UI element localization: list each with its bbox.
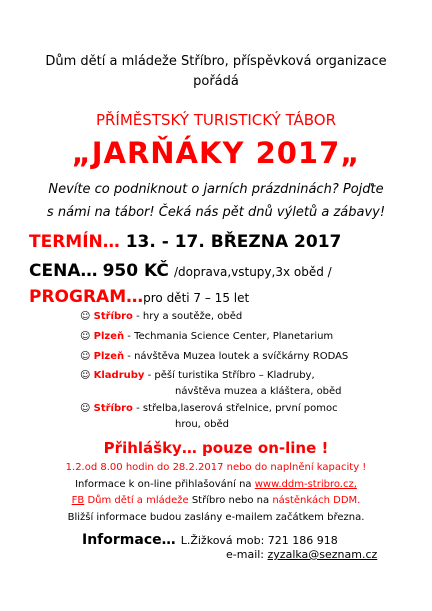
smiley-icon: ☺ — [80, 311, 91, 322]
event-subtitle-text: PŘÍMĚSTSKÝ TURISTICKÝ TÁBOR — [95, 111, 337, 129]
program-item — [80, 370, 430, 381]
price-value: 950 KČ — [102, 261, 169, 281]
details-text: Bližší informace budou zaslány e-mailem začátkem března. — [67, 512, 365, 523]
intro-line-1 — [0, 182, 432, 197]
contact-line — [82, 529, 422, 548]
registration-heading-text: Přihlášky… pouze on-line ! — [103, 439, 329, 457]
term-value: 13. - 17. BŘEZNA 2017 — [125, 232, 342, 252]
details-line — [0, 512, 432, 523]
email-label: e-mail: — [226, 548, 265, 561]
program-item-text: - hry a soutěže, oběd — [136, 311, 243, 322]
program-item — [80, 331, 430, 342]
intro-text-1: Nevíte co podniknout o jarních prázdninách? Pojďte — [48, 182, 384, 197]
intro-line-2 — [0, 205, 432, 220]
smiley-icon: ☺ — [80, 331, 91, 342]
program-item-text: - pěší turistika Stříbro – Kladruby, — [147, 370, 315, 381]
price-note: /doprava,vstupy,3x oběd / — [173, 265, 332, 279]
program-item-place: Plzeň — [93, 351, 125, 362]
contact-label: Informace… — [82, 532, 176, 548]
event-subtitle — [0, 111, 432, 129]
facebook-page-name: Dům dětí a mládeže — [87, 495, 189, 506]
program-item-place: Kladruby — [93, 370, 145, 381]
program-item-place: Stříbro — [93, 311, 133, 322]
presents-line — [0, 74, 432, 89]
registration-info — [0, 479, 432, 490]
price-label: CENA… — [29, 261, 98, 281]
organizer-name: Dům dětí a mládeže Stříbro, příspěvková organizace — [45, 54, 387, 69]
program-item — [80, 351, 430, 362]
presents-text: pořádá — [193, 74, 239, 89]
program-item-text: - návštěva Muzea loutek a svíčkárny RODAS — [127, 351, 349, 362]
event-title-text: „JARŇÁKY 2017„ — [71, 136, 361, 170]
program-item-continuation — [175, 386, 425, 397]
registration-deadline-text: 1.2.od 8.00 hodin do 28.2.2017 nebo do naplnění kapacity ! — [65, 462, 367, 473]
facebook-link[interactable]: FB — [71, 495, 85, 506]
email-link[interactable]: zyzalka@seznam.cz — [267, 548, 378, 561]
intro-text-2: s námi na tábor! Čeká nás pět dnů výletů a zábavy! — [46, 205, 386, 220]
notice-board-text: nástěnkách DDM. — [272, 495, 361, 506]
program-note: pro děti 7 – 15 let — [143, 291, 250, 305]
email-line — [226, 548, 426, 561]
program-item-place: Plzeň — [93, 331, 125, 342]
price-line — [29, 261, 429, 281]
facebook-line — [0, 495, 432, 506]
program-item-cont-text: návštěva muzea a kláštera, oběd — [175, 386, 342, 397]
smiley-icon: ☺ — [80, 351, 91, 362]
program-item — [80, 403, 430, 414]
program-line — [29, 287, 429, 307]
registration-info-text: Informace k on-line přihlašování na — [75, 479, 252, 490]
program-item-text: - střelba,laserová střelnice, první pomoc — [136, 403, 338, 414]
facebook-line-text: Stříbro nebo na — [191, 495, 270, 506]
registration-deadline — [0, 462, 432, 473]
program-label: PROGRAM… — [29, 287, 144, 307]
program-item-place: Stříbro — [93, 403, 133, 414]
organizer-line — [0, 54, 432, 69]
program-item — [80, 311, 430, 322]
event-title — [0, 136, 432, 170]
contact-person: L.Žižková mob: 721 186 918 — [180, 534, 338, 547]
website-link[interactable]: www.ddm-stribro.cz, — [254, 479, 357, 490]
smiley-icon: ☺ — [80, 403, 91, 414]
term-label: TERMÍN… — [29, 232, 120, 252]
registration-heading — [0, 439, 432, 457]
program-item-continuation — [175, 419, 425, 430]
smiley-icon: ☺ — [80, 370, 91, 381]
program-item-cont-text: hrou, oběd — [175, 419, 230, 430]
term-line — [29, 232, 429, 252]
program-item-text: - Techmania Science Center, Planetarium — [127, 331, 334, 342]
